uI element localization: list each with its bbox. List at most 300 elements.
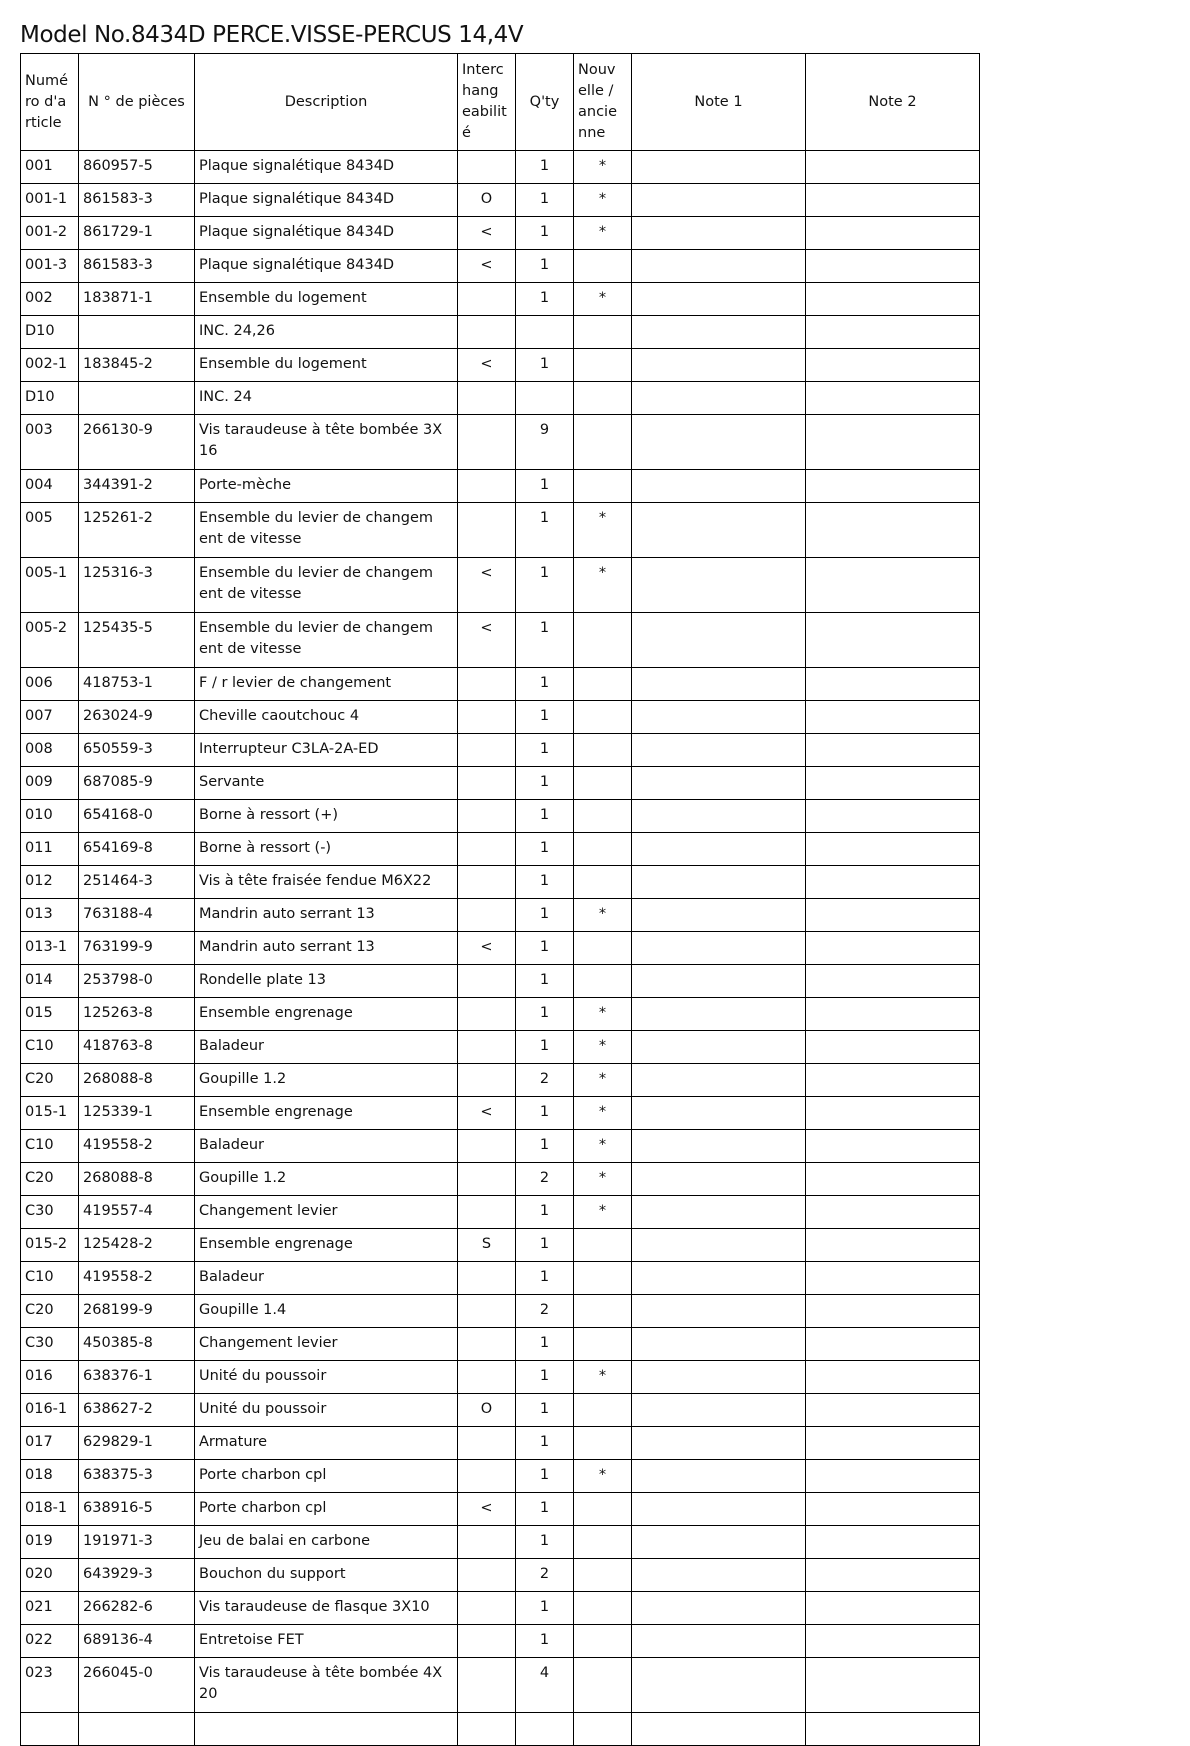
interchangeability-cell: [458, 1559, 516, 1592]
note-2-cell: [806, 734, 980, 767]
part-number-cell: 419558-2: [79, 1130, 195, 1163]
header-note-2: Note 2: [806, 54, 980, 151]
note-1-cell: [632, 965, 806, 998]
item-number-cell: 014: [21, 965, 79, 998]
new-old-cell: [574, 1427, 632, 1460]
item-number-cell: 002: [21, 283, 79, 316]
note-2-cell: [806, 1592, 980, 1625]
interchangeability-cell: <: [458, 613, 516, 668]
new-old-cell: [574, 1526, 632, 1559]
page-title: Model No.8434D PERCE.VISSE-PERCUS 14,4V: [20, 22, 524, 48]
new-old-cell: [574, 1713, 632, 1746]
note-1-cell: [632, 1031, 806, 1064]
header-quantity: Q'ty: [516, 54, 574, 151]
item-number-cell: D10: [21, 316, 79, 349]
part-number-cell: 860957-5: [79, 151, 195, 184]
note-2-cell: [806, 932, 980, 965]
quantity-cell: 2: [516, 1064, 574, 1097]
part-number-cell: 251464-3: [79, 866, 195, 899]
description-cell: Servante: [195, 767, 458, 800]
quantity-cell: 1: [516, 1427, 574, 1460]
description-cell: INC. 24,26: [195, 316, 458, 349]
part-number-cell: 263024-9: [79, 701, 195, 734]
note-2-cell: [806, 1559, 980, 1592]
part-number-cell: 450385-8: [79, 1328, 195, 1361]
table-row: [21, 184, 980, 217]
item-number-cell: 011: [21, 833, 79, 866]
table-row: [21, 470, 980, 503]
quantity-cell: 1: [516, 250, 574, 283]
interchangeability-cell: [458, 503, 516, 558]
quantity-cell: 1: [516, 349, 574, 382]
description-cell: INC. 24: [195, 382, 458, 415]
item-number-cell: 020: [21, 1559, 79, 1592]
note-1-cell: [632, 1196, 806, 1229]
quantity-cell: 1: [516, 866, 574, 899]
table-row: [21, 866, 980, 899]
table-row: [21, 1592, 980, 1625]
note-1-cell: [632, 1427, 806, 1460]
quantity-cell: 1: [516, 184, 574, 217]
table-row: [21, 800, 980, 833]
interchangeability-cell: [458, 668, 516, 701]
description-cell: Borne à ressort (-): [195, 833, 458, 866]
item-number-cell: 006: [21, 668, 79, 701]
part-number-cell: 191971-3: [79, 1526, 195, 1559]
interchangeability-cell: [458, 1658, 516, 1713]
new-old-cell: [574, 701, 632, 734]
description-cell: Ensemble du logement: [195, 283, 458, 316]
description-cell: Unité du poussoir: [195, 1361, 458, 1394]
part-number-cell: 268088-8: [79, 1064, 195, 1097]
new-old-cell: *: [574, 283, 632, 316]
interchangeability-cell: [458, 1295, 516, 1328]
item-number-cell: [21, 1713, 79, 1746]
interchangeability-cell: <: [458, 349, 516, 382]
interchangeability-cell: <: [458, 250, 516, 283]
table-header-row: [21, 54, 980, 151]
item-number-cell: 001-2: [21, 217, 79, 250]
description-cell: Jeu de balai en carbone: [195, 1526, 458, 1559]
part-number-cell: 125339-1: [79, 1097, 195, 1130]
description-cell: Goupille 1.2: [195, 1163, 458, 1196]
new-old-cell: [574, 415, 632, 470]
quantity-cell: 1: [516, 613, 574, 668]
interchangeability-cell: [458, 283, 516, 316]
table-row: [21, 701, 980, 734]
quantity-cell: 2: [516, 1163, 574, 1196]
table-row: [21, 1097, 980, 1130]
item-number-cell: 001-3: [21, 250, 79, 283]
quantity-cell: 1: [516, 701, 574, 734]
table-row: [21, 1559, 980, 1592]
interchangeability-cell: S: [458, 1229, 516, 1262]
part-number-cell: 861729-1: [79, 217, 195, 250]
note-2-cell: [806, 382, 980, 415]
description-cell: Entretoise FET: [195, 1625, 458, 1658]
quantity-cell: 1: [516, 1493, 574, 1526]
note-2-cell: [806, 866, 980, 899]
new-old-cell: [574, 734, 632, 767]
quantity-cell: 1: [516, 734, 574, 767]
interchangeability-cell: [458, 899, 516, 932]
part-number-cell: 125261-2: [79, 503, 195, 558]
interchangeability-cell: [458, 1064, 516, 1097]
item-number-cell: C20: [21, 1295, 79, 1328]
new-old-cell: [574, 668, 632, 701]
new-old-cell: *: [574, 998, 632, 1031]
part-number-cell: 268199-9: [79, 1295, 195, 1328]
description-cell: Plaque signalétique 8434D: [195, 151, 458, 184]
quantity-cell: 1: [516, 1625, 574, 1658]
item-number-cell: 005: [21, 503, 79, 558]
interchangeability-cell: [458, 1592, 516, 1625]
new-old-cell: [574, 349, 632, 382]
header-part-number: N ° de pièces: [79, 54, 195, 151]
table-row: [21, 1031, 980, 1064]
item-number-cell: 018: [21, 1460, 79, 1493]
item-number-cell: 009: [21, 767, 79, 800]
note-2-cell: [806, 558, 980, 613]
quantity-cell: [516, 1713, 574, 1746]
interchangeability-cell: [458, 866, 516, 899]
new-old-cell: *: [574, 899, 632, 932]
part-number-cell: 643929-3: [79, 1559, 195, 1592]
description-cell: Plaque signalétique 8434D: [195, 217, 458, 250]
part-number-cell: 763188-4: [79, 899, 195, 932]
note-2-cell: [806, 1394, 980, 1427]
note-2-cell: [806, 316, 980, 349]
part-number-cell: 125435-5: [79, 613, 195, 668]
note-1-cell: [632, 316, 806, 349]
description-cell: Goupille 1.2: [195, 1064, 458, 1097]
interchangeability-cell: [458, 1031, 516, 1064]
description-cell: Vis taraudeuse à tête bombée 4X 20: [195, 1658, 458, 1713]
note-1-cell: [632, 1493, 806, 1526]
new-old-cell: *: [574, 184, 632, 217]
note-2-cell: [806, 1097, 980, 1130]
description-cell: Porte charbon cpl: [195, 1460, 458, 1493]
item-number-cell: 002-1: [21, 349, 79, 382]
quantity-cell: 1: [516, 932, 574, 965]
quantity-cell: 1: [516, 1460, 574, 1493]
item-number-cell: 023: [21, 1658, 79, 1713]
note-1-cell: [632, 1559, 806, 1592]
note-2-cell: [806, 1713, 980, 1746]
table-row: [21, 1229, 980, 1262]
note-1-cell: [632, 382, 806, 415]
item-number-cell: 021: [21, 1592, 79, 1625]
quantity-cell: 1: [516, 470, 574, 503]
note-2-cell: [806, 1427, 980, 1460]
interchangeability-cell: <: [458, 1493, 516, 1526]
note-1-cell: [632, 734, 806, 767]
quantity-cell: 2: [516, 1559, 574, 1592]
part-number-cell: 763199-9: [79, 932, 195, 965]
quantity-cell: 1: [516, 800, 574, 833]
new-old-cell: *: [574, 1064, 632, 1097]
item-number-cell: 001-1: [21, 184, 79, 217]
description-cell: Ensemble engrenage: [195, 1229, 458, 1262]
note-1-cell: [632, 613, 806, 668]
note-2-cell: [806, 151, 980, 184]
header-item-number: Numé ro d'a rticle: [21, 54, 79, 151]
note-1-cell: [632, 1328, 806, 1361]
part-number-cell: 253798-0: [79, 965, 195, 998]
item-number-cell: C10: [21, 1130, 79, 1163]
interchangeability-cell: [458, 1713, 516, 1746]
quantity-cell: 1: [516, 1262, 574, 1295]
table-row: [21, 1460, 980, 1493]
part-number-cell: 183845-2: [79, 349, 195, 382]
part-number-cell: 125263-8: [79, 998, 195, 1031]
note-1-cell: [632, 1130, 806, 1163]
description-cell: Cheville caoutchouc 4: [195, 701, 458, 734]
item-number-cell: 013-1: [21, 932, 79, 965]
note-1-cell: [632, 217, 806, 250]
interchangeability-cell: [458, 998, 516, 1031]
part-number-cell: 861583-3: [79, 184, 195, 217]
header-interchangeability: Interc hang eabilit é: [458, 54, 516, 151]
quantity-cell: 1: [516, 1097, 574, 1130]
note-2-cell: [806, 1625, 980, 1658]
new-old-cell: [574, 382, 632, 415]
description-cell: Borne à ressort (+): [195, 800, 458, 833]
table-row: [21, 1361, 980, 1394]
quantity-cell: 2: [516, 1295, 574, 1328]
new-old-cell: *: [574, 151, 632, 184]
part-number-cell: 629829-1: [79, 1427, 195, 1460]
note-1-cell: [632, 1658, 806, 1713]
table-row: [21, 1526, 980, 1559]
item-number-cell: C20: [21, 1064, 79, 1097]
part-number-cell: 687085-9: [79, 767, 195, 800]
interchangeability-cell: [458, 1262, 516, 1295]
note-1-cell: [632, 899, 806, 932]
new-old-cell: *: [574, 1163, 632, 1196]
part-number-cell: 268088-8: [79, 1163, 195, 1196]
note-1-cell: [632, 1064, 806, 1097]
note-2-cell: [806, 1295, 980, 1328]
description-cell: Mandrin auto serrant 13: [195, 932, 458, 965]
part-number-cell: 638375-3: [79, 1460, 195, 1493]
new-old-cell: [574, 932, 632, 965]
quantity-cell: 1: [516, 1526, 574, 1559]
quantity-cell: 1: [516, 899, 574, 932]
quantity-cell: 1: [516, 1592, 574, 1625]
part-number-cell: 654168-0: [79, 800, 195, 833]
header-note-1: Note 1: [632, 54, 806, 151]
item-number-cell: 005-1: [21, 558, 79, 613]
description-cell: Unité du poussoir: [195, 1394, 458, 1427]
note-2-cell: [806, 503, 980, 558]
note-2-cell: [806, 250, 980, 283]
quantity-cell: 1: [516, 1229, 574, 1262]
table-row: [21, 503, 980, 558]
table-row: [21, 1625, 980, 1658]
note-1-cell: [632, 250, 806, 283]
part-number-cell: 638627-2: [79, 1394, 195, 1427]
table-row: [21, 283, 980, 316]
note-1-cell: [632, 998, 806, 1031]
table-row: [21, 415, 980, 470]
interchangeability-cell: [458, 734, 516, 767]
part-number-cell: [79, 316, 195, 349]
interchangeability-cell: [458, 767, 516, 800]
note-1-cell: [632, 184, 806, 217]
table-row: [21, 382, 980, 415]
note-1-cell: [632, 1262, 806, 1295]
new-old-cell: [574, 767, 632, 800]
note-2-cell: [806, 668, 980, 701]
quantity-cell: 1: [516, 1130, 574, 1163]
description-cell: Changement levier: [195, 1196, 458, 1229]
note-1-cell: [632, 1163, 806, 1196]
note-2-cell: [806, 1328, 980, 1361]
interchangeability-cell: <: [458, 217, 516, 250]
interchangeability-cell: [458, 151, 516, 184]
part-number-cell: 689136-4: [79, 1625, 195, 1658]
new-old-cell: *: [574, 558, 632, 613]
item-number-cell: 001: [21, 151, 79, 184]
item-number-cell: 016-1: [21, 1394, 79, 1427]
note-2-cell: [806, 613, 980, 668]
new-old-cell: *: [574, 1031, 632, 1064]
part-number-cell: 418753-1: [79, 668, 195, 701]
quantity-cell: 1: [516, 767, 574, 800]
interchangeability-cell: <: [458, 932, 516, 965]
new-old-cell: [574, 1658, 632, 1713]
description-cell: Ensemble du levier de changem ent de vitesse: [195, 613, 458, 668]
table-row: [21, 734, 980, 767]
table-row: [21, 217, 980, 250]
item-number-cell: 015-1: [21, 1097, 79, 1130]
description-cell: Goupille 1.4: [195, 1295, 458, 1328]
interchangeability-cell: [458, 833, 516, 866]
part-number-cell: 183871-1: [79, 283, 195, 316]
note-1-cell: [632, 866, 806, 899]
part-number-cell: [79, 382, 195, 415]
item-number-cell: 017: [21, 1427, 79, 1460]
description-cell: Vis à tête fraisée fendue M6X22: [195, 866, 458, 899]
note-2-cell: [806, 1130, 980, 1163]
table-row: [21, 767, 980, 800]
note-2-cell: [806, 349, 980, 382]
description-cell: Ensemble du levier de changem ent de vitesse: [195, 558, 458, 613]
table-row: [21, 1196, 980, 1229]
header-description: Description: [195, 54, 458, 151]
quantity-cell: 1: [516, 1361, 574, 1394]
description-cell: Mandrin auto serrant 13: [195, 899, 458, 932]
description-cell: Rondelle plate 13: [195, 965, 458, 998]
note-1-cell: [632, 558, 806, 613]
table-row: [21, 1328, 980, 1361]
new-old-cell: [574, 1592, 632, 1625]
item-number-cell: 007: [21, 701, 79, 734]
new-old-cell: [574, 1394, 632, 1427]
note-2-cell: [806, 1196, 980, 1229]
part-number-cell: 419557-4: [79, 1196, 195, 1229]
item-number-cell: 013: [21, 899, 79, 932]
header-new-old: Nouv elle / ancie nne: [574, 54, 632, 151]
table-row: [21, 1427, 980, 1460]
quantity-cell: 1: [516, 283, 574, 316]
part-number-cell: 638376-1: [79, 1361, 195, 1394]
item-number-cell: 015: [21, 998, 79, 1031]
quantity-cell: [516, 382, 574, 415]
item-number-cell: 004: [21, 470, 79, 503]
new-old-cell: [574, 833, 632, 866]
table-row: [21, 1713, 980, 1746]
note-2-cell: [806, 767, 980, 800]
note-2-cell: [806, 1031, 980, 1064]
part-number-cell: 861583-3: [79, 250, 195, 283]
description-cell: Interrupteur C3LA-2A-ED: [195, 734, 458, 767]
note-2-cell: [806, 1163, 980, 1196]
description-cell: [195, 1713, 458, 1746]
note-1-cell: [632, 767, 806, 800]
part-number-cell: 638916-5: [79, 1493, 195, 1526]
new-old-cell: [574, 1229, 632, 1262]
quantity-cell: 9: [516, 415, 574, 470]
note-1-cell: [632, 932, 806, 965]
new-old-cell: [574, 965, 632, 998]
item-number-cell: 010: [21, 800, 79, 833]
note-1-cell: [632, 1460, 806, 1493]
description-cell: Porte charbon cpl: [195, 1493, 458, 1526]
quantity-cell: 1: [516, 217, 574, 250]
item-number-cell: 018-1: [21, 1493, 79, 1526]
interchangeability-cell: [458, 965, 516, 998]
table-row: [21, 833, 980, 866]
description-cell: F / r levier de changement: [195, 668, 458, 701]
note-1-cell: [632, 668, 806, 701]
table-row: [21, 613, 980, 668]
note-1-cell: [632, 1097, 806, 1130]
note-2-cell: [806, 1658, 980, 1713]
table-body: [21, 151, 980, 1746]
new-old-cell: [574, 1559, 632, 1592]
new-old-cell: [574, 866, 632, 899]
quantity-cell: 1: [516, 1394, 574, 1427]
table-row: [21, 349, 980, 382]
parts-table: [20, 53, 980, 1746]
interchangeability-cell: O: [458, 184, 516, 217]
note-2-cell: [806, 1064, 980, 1097]
quantity-cell: [516, 316, 574, 349]
note-2-cell: [806, 470, 980, 503]
quantity-cell: 1: [516, 151, 574, 184]
new-old-cell: [574, 800, 632, 833]
description-cell: Porte-mèche: [195, 470, 458, 503]
quantity-cell: 1: [516, 1196, 574, 1229]
description-cell: Ensemble du logement: [195, 349, 458, 382]
table-row: [21, 250, 980, 283]
table-row: [21, 998, 980, 1031]
description-cell: Vis taraudeuse de flasque 3X10: [195, 1592, 458, 1625]
new-old-cell: [574, 316, 632, 349]
description-cell: Plaque signalétique 8434D: [195, 250, 458, 283]
note-2-cell: [806, 965, 980, 998]
table-row: [21, 932, 980, 965]
new-old-cell: [574, 613, 632, 668]
description-cell: Ensemble du levier de changem ent de vitesse: [195, 503, 458, 558]
interchangeability-cell: [458, 1526, 516, 1559]
note-1-cell: [632, 415, 806, 470]
description-cell: Ensemble engrenage: [195, 1097, 458, 1130]
item-number-cell: C30: [21, 1196, 79, 1229]
note-2-cell: [806, 899, 980, 932]
